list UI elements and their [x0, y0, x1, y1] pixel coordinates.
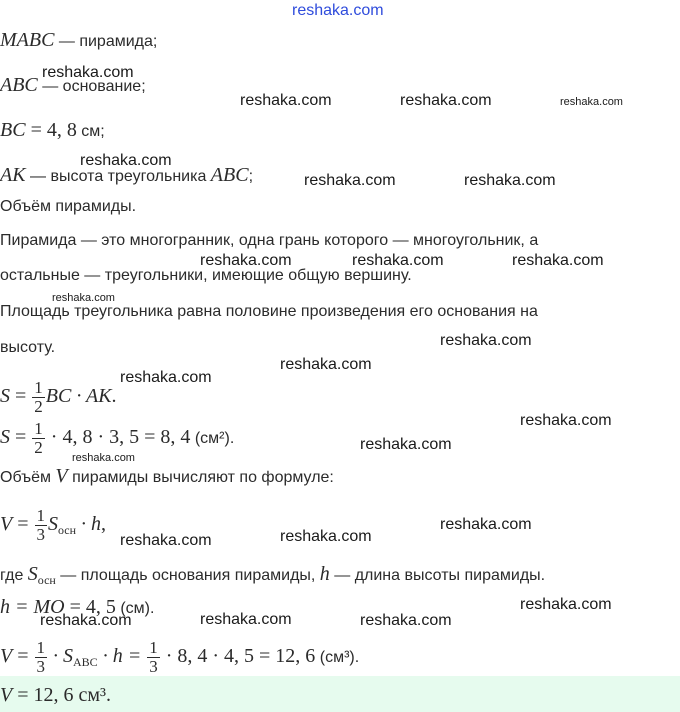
watermark: reshaka.com	[400, 92, 492, 109]
legend-text-3: — длина высоты пирамиды.	[329, 567, 546, 584]
watermark: reshaka.com	[52, 292, 115, 304]
math-volume-value: · 8, 4 · 4, 5 = 12, 6	[160, 645, 316, 667]
find-volume: Объём пирамиды.	[0, 198, 137, 215]
fraction-den: 3	[149, 657, 158, 677]
watermark: reshaka.com	[560, 96, 623, 108]
given-bc	[0, 120, 105, 142]
watermark: reshaka.com	[72, 452, 135, 464]
answer-highlight	[0, 676, 680, 712]
watermark: reshaka.com	[240, 92, 332, 109]
math-s-base: S	[27, 563, 38, 585]
math-s-abc: · S	[48, 645, 73, 667]
legend-text-1: где	[0, 567, 28, 584]
math-s-base: S	[48, 513, 58, 535]
given-pyramid	[0, 30, 157, 52]
math-end: .	[111, 385, 117, 407]
unit-area: (см²).	[190, 430, 235, 447]
answer-unit: см³.	[73, 684, 112, 706]
math-h: · h	[76, 513, 102, 535]
watermark: reshaka.com	[280, 528, 372, 545]
volume-intro-text-2: пирамиды вычисляют по формуле:	[67, 469, 334, 486]
watermark: reshaka.com	[42, 64, 134, 81]
watermark: reshaka.com	[512, 252, 604, 269]
fraction-half	[32, 379, 45, 416]
math-h-mo: h = MO	[0, 596, 65, 618]
fraction-den: 2	[34, 397, 43, 417]
fraction-num: 1	[36, 506, 45, 526]
fraction-den: 3	[36, 525, 45, 545]
watermark: reshaka.com	[360, 612, 452, 629]
area-rule-line-1: Площадь треугольника равна половине произведения его основания на	[0, 303, 538, 320]
unit-volume: (см³).	[315, 649, 360, 666]
fraction-num: 1	[34, 378, 43, 398]
fraction-third	[35, 639, 48, 676]
watermark: reshaka.com	[520, 412, 612, 429]
watermark: reshaka.com	[440, 516, 532, 533]
given-ak-tail: ;	[248, 168, 254, 185]
watermark: reshaka.com	[464, 172, 556, 189]
math-triangle: ABC	[210, 164, 249, 186]
volume-intro	[0, 466, 334, 488]
formula-volume	[0, 502, 106, 548]
definition-line-1: Пирамида — это многогранник, одна грань которого — многоугольник, а	[0, 232, 539, 249]
math-h-value: = 4, 5	[64, 596, 116, 618]
watermark: reshaka.com	[352, 252, 444, 269]
area-rule-line-2: высоту.	[0, 339, 56, 356]
fraction-num: 1	[34, 419, 43, 439]
watermark: reshaka.com	[200, 611, 292, 628]
math-sub-base: осн	[58, 523, 77, 537]
math-eq: =	[10, 426, 32, 448]
math-eq: =	[10, 385, 32, 407]
answer-value: = 12, 6	[12, 684, 74, 706]
fraction-num: 1	[36, 638, 45, 658]
math-h-mid: · h =	[97, 645, 147, 667]
watermark: reshaka.com	[520, 596, 612, 613]
math-end: ,	[101, 513, 107, 535]
watermark: reshaka.com	[280, 356, 372, 373]
math-eq: =	[12, 645, 34, 667]
formula-area	[0, 376, 117, 418]
math-v: V	[55, 465, 68, 487]
given-ak-text: — высота треугольника	[25, 168, 211, 185]
fraction-num: 1	[149, 638, 158, 658]
watermark: reshaka.com	[360, 436, 452, 453]
math-s: S	[0, 385, 10, 407]
fraction-half	[32, 420, 45, 457]
definition-line-2: остальные — треугольники, имеющие общую вершину.	[0, 267, 412, 284]
math-eq: =	[12, 513, 34, 535]
math-area-value: · 4, 8 · 3, 5 = 8, 4	[45, 426, 191, 448]
math-v: V	[0, 513, 13, 535]
math-pyramid: MABC	[0, 29, 55, 51]
volume-intro-text: Объём	[0, 469, 56, 486]
watermark: reshaka.com	[120, 369, 212, 386]
given-base-text: — основание;	[37, 78, 146, 95]
formula-volume-calc	[0, 634, 359, 680]
watermark: reshaka.com	[40, 612, 132, 629]
math-bc-ak: BC · AK	[45, 385, 112, 407]
math-v: V	[0, 684, 13, 706]
fraction-den: 2	[34, 438, 43, 458]
volume-legend	[0, 564, 545, 586]
math-sub-base: осн	[37, 573, 56, 587]
watermark: reshaka.com	[304, 172, 396, 189]
math-h: h	[319, 563, 330, 585]
watermark: reshaka.com	[120, 532, 212, 549]
given-pyramid-text: — пирамида;	[54, 33, 158, 50]
answer	[0, 683, 111, 707]
unit-bc: см;	[76, 123, 105, 140]
watermark: reshaka.com	[440, 332, 532, 349]
math-bc: BC	[0, 119, 26, 141]
math-ak: AK	[0, 164, 26, 186]
math-sub-abc: ABC	[73, 655, 98, 669]
math-bc-value: = 4, 8	[25, 119, 77, 141]
watermark: reshaka.com	[80, 152, 172, 169]
legend-text-2: — площадь основания пирамиды,	[55, 567, 320, 584]
math-v: V	[0, 645, 13, 667]
fraction-den: 3	[36, 657, 45, 677]
fraction-third-2	[147, 639, 160, 676]
math-base: ABC	[0, 74, 38, 96]
fraction-third	[35, 507, 48, 544]
site-header-link[interactable]: reshaka.com	[292, 2, 384, 19]
math-s: S	[0, 426, 10, 448]
unit-h: (см).	[115, 600, 155, 617]
watermark: reshaka.com	[200, 252, 292, 269]
